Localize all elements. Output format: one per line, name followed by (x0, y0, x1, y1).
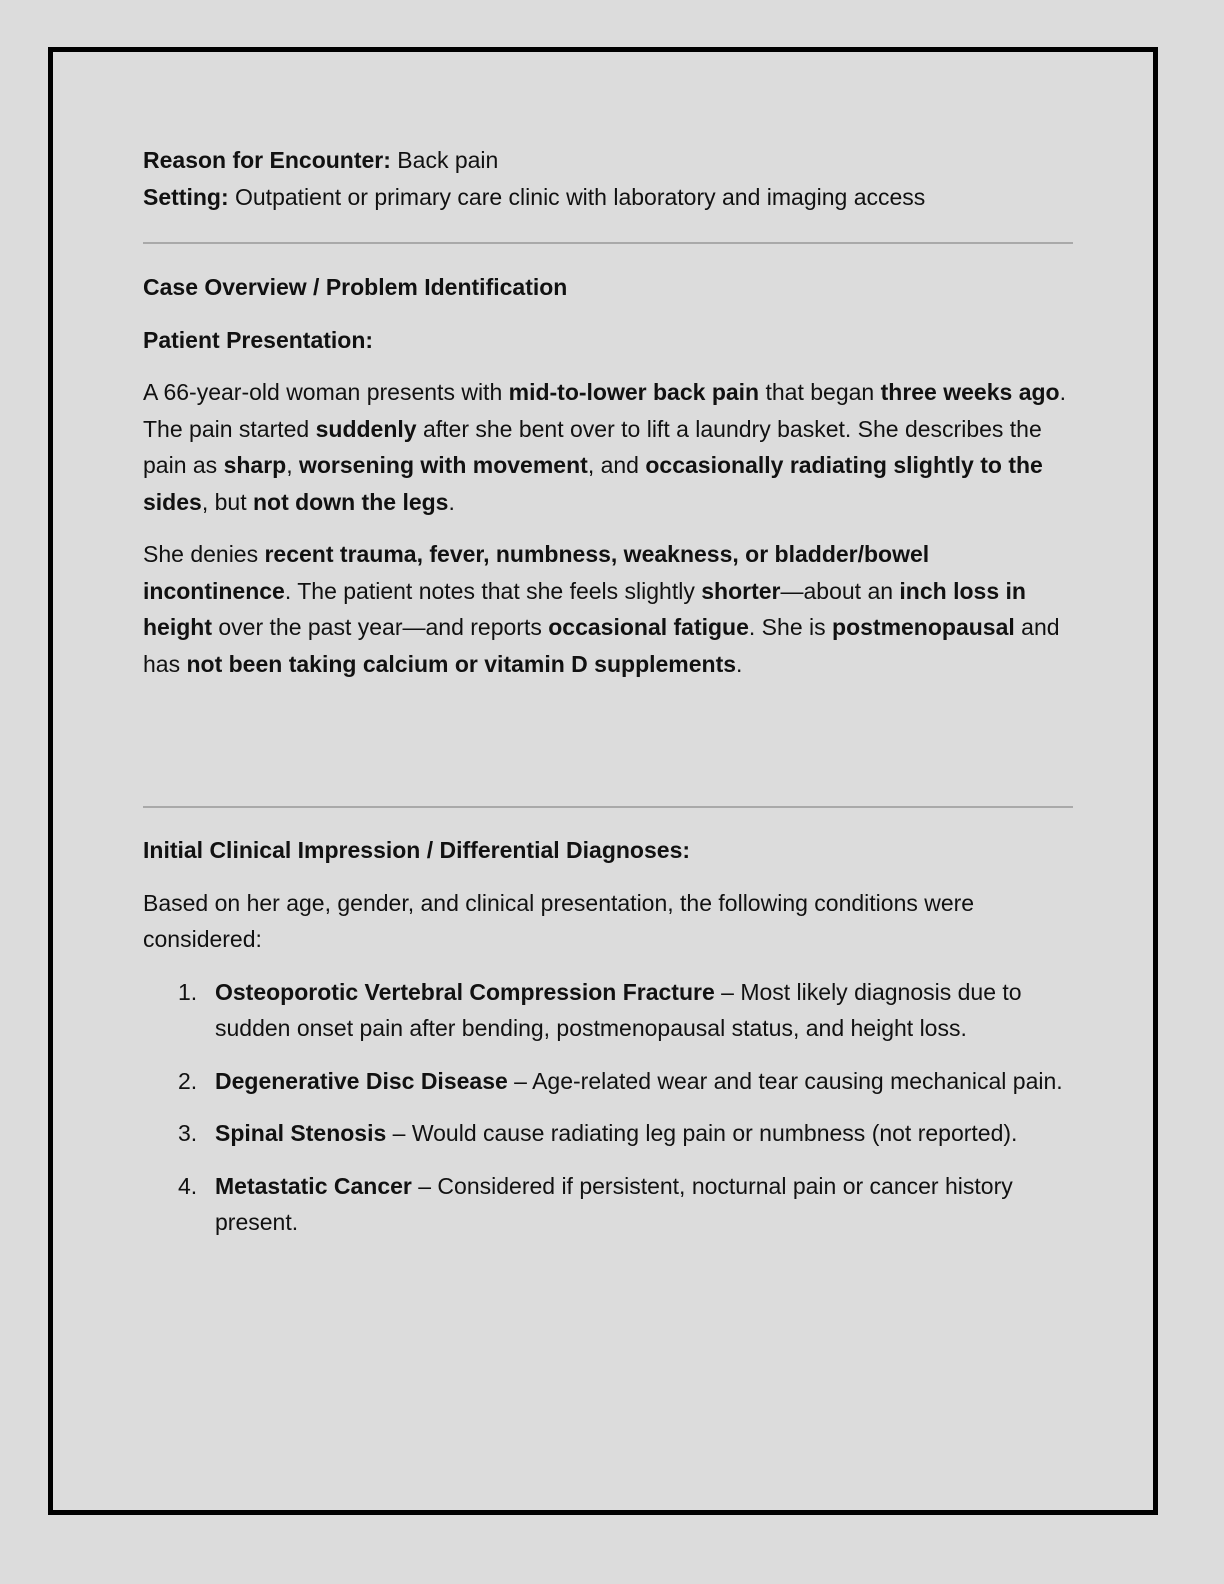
list-item (143, 1115, 1073, 1152)
list-number: 4. (178, 1172, 198, 1199)
body-text: after she bent over to lift a laundry basket. She describes the pain as (143, 415, 1042, 478)
body-text: , and (587, 452, 646, 478)
presentation-paragraph-2 (143, 536, 1073, 682)
emphasis-text: recent trauma, fever, numbness, weakness, or bladder/bowel incontinence (143, 541, 930, 604)
emphasis-text: occasional fatigue (548, 614, 749, 640)
body-text: , (286, 452, 299, 478)
diagnosis-description: – Age-related wear and tear causing mechanical pain. (507, 1067, 1063, 1094)
reason-value: Back pain (390, 147, 499, 173)
list-number: 1. (178, 978, 198, 1005)
emphasis-text: inch loss in height (143, 577, 1026, 640)
body-text: . She is (748, 614, 833, 640)
diagnosis-title: Osteoporotic Vertebral Compression Fracture (215, 978, 715, 1005)
emphasis-text: worsening with movement (298, 452, 588, 478)
setting-label: Setting: (143, 183, 229, 210)
diagnosis-title: Metastatic Cancer (215, 1172, 412, 1199)
body-text: —about an (780, 577, 900, 604)
differential-intro: Based on her age, gender, and clinical presentation, the following conditions were considered: (143, 889, 975, 952)
diagnosis-description: – Most likely diagnosis due to sudden onset pain after bending, postmenopausal status, and height loss. (215, 978, 1022, 1041)
body-text: over the past year—and reports (212, 614, 549, 640)
emphasis-text: not down the legs (252, 488, 449, 515)
diagnosis-title: Degenerative Disc Disease (215, 1067, 508, 1094)
list-number: 3. (178, 1120, 198, 1146)
patient-presentation-heading: Patient Presentation: (143, 326, 374, 353)
body-text: , but (201, 488, 253, 515)
list-number: 2. (178, 1067, 198, 1094)
emphasis-text: mid-to-lower back pain (508, 379, 760, 405)
body-text: . The patient notes that she feels slightly (284, 577, 702, 604)
emphasis-text: three weeks ago (880, 379, 1060, 405)
body-text: She denies (143, 541, 265, 567)
setting-value: Outpatient or primary care clinic with laboratory and imaging access (228, 183, 926, 210)
list-item (143, 1168, 1073, 1241)
reason-label: Reason for Encounter: (143, 147, 391, 173)
emphasis-text: shorter (701, 577, 781, 604)
divider (143, 806, 1073, 808)
body-text: . The pain started (143, 379, 1066, 442)
diagnosis-description: – Would cause radiating leg pain or numbness (not reported). (386, 1120, 1018, 1146)
emphasis-text: suddenly (315, 415, 417, 442)
body-text: A 66-year-old woman presents with (143, 379, 509, 405)
case-overview-heading: Case Overview / Problem Identification (143, 274, 568, 300)
diagnosis-description: – Considered if persistent, nocturnal pain or cancer history present. (215, 1172, 1013, 1235)
reason-for-encounter (143, 142, 1073, 179)
document-body (143, 142, 1073, 1257)
differential-heading: Initial Clinical Impression / Differential Diagnoses: (143, 837, 691, 863)
emphasis-text: occasionally radiating slightly to the sides (143, 452, 1043, 515)
body-text: that began (759, 379, 881, 405)
diagnosis-title: Spinal Stenosis (215, 1120, 387, 1146)
body-text: . (448, 488, 455, 515)
emphasis-text: not been taking calcium or vitamin D supplements (186, 650, 737, 677)
divider (143, 242, 1073, 244)
emphasis-text: postmenopausal (832, 614, 1015, 640)
body-text: and has (143, 614, 1060, 677)
presentation-paragraph-1 (143, 374, 1073, 520)
setting (143, 179, 1073, 216)
differential-list (143, 974, 1073, 1241)
list-item (143, 974, 1073, 1047)
body-text: . (736, 650, 743, 677)
emphasis-text: sharp (223, 452, 287, 478)
list-item (143, 1063, 1073, 1100)
